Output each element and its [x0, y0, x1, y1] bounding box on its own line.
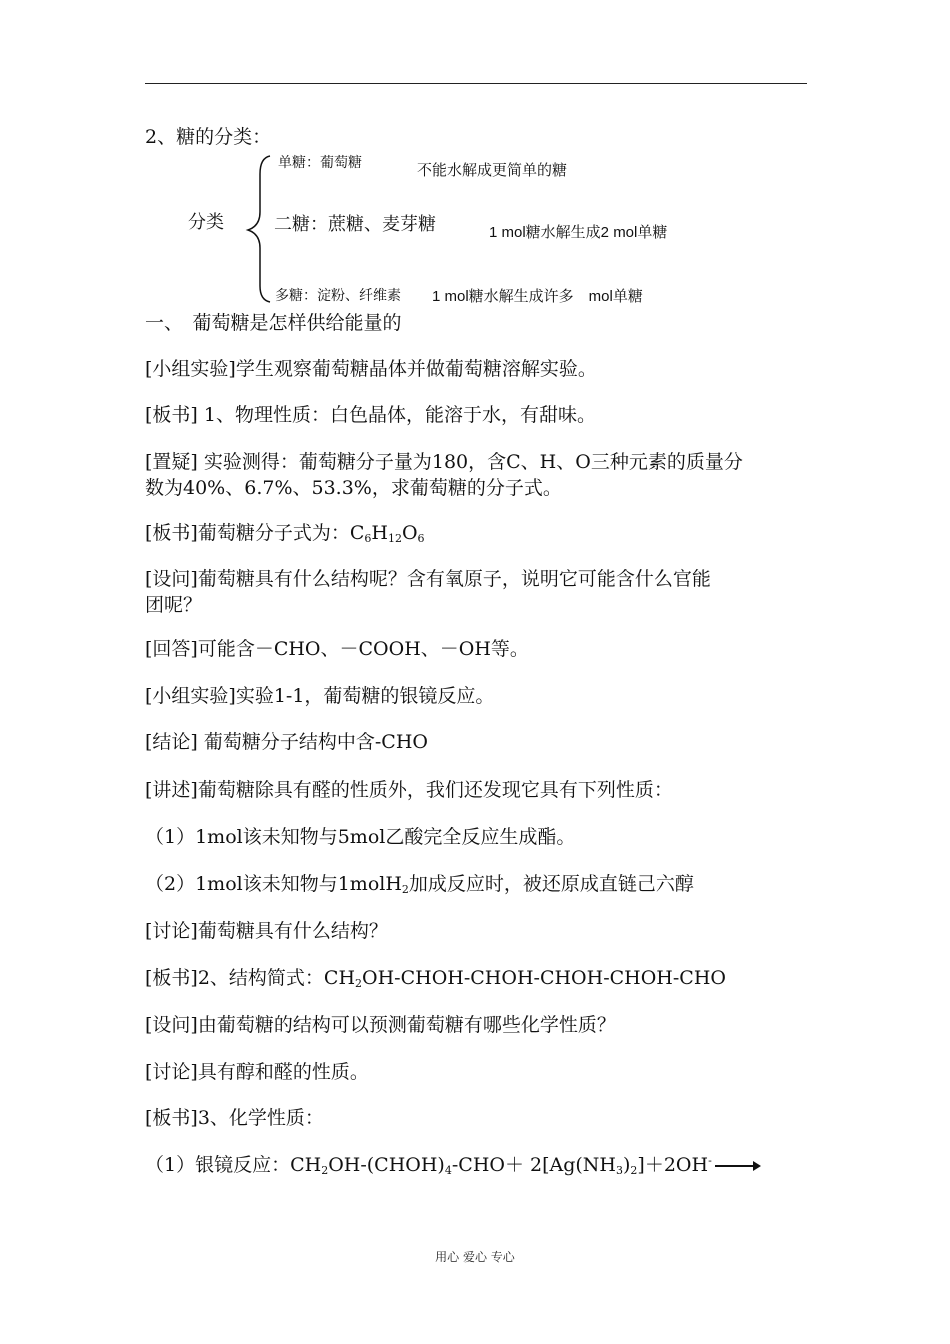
page-footer: 用心 爱心 专心 [435, 1250, 515, 1264]
header-rule [145, 83, 807, 84]
text: -CHO＋ 2[Ag(NH [451, 1154, 616, 1176]
paragraph: 数为40%、6.7%、53.3%，求葡萄糖的分子式。 [145, 477, 562, 499]
paragraph [145, 965, 726, 991]
polysaccharide-item: 多糖：淀粉、纤维素 [275, 288, 401, 304]
text: （2）1mol该未知物与1molH [145, 873, 402, 895]
monosaccharide-item: 单糖：葡萄糖 [278, 155, 362, 171]
paragraph [145, 871, 694, 897]
paragraph: [讨论]葡萄糖具有什么结构？ [145, 920, 388, 942]
paragraph: 团呢？ [145, 594, 203, 616]
text: [板书]2、结构简式：CH [145, 967, 356, 989]
text: [板书]葡萄糖分子式为： [145, 522, 350, 544]
paragraph: [小组实验]实验1-1，葡萄糖的银镜反应。 [145, 685, 495, 707]
subscript: 2 [401, 883, 409, 896]
classification-label: 分类 [188, 212, 224, 233]
paragraph: [板书] 1、物理性质：白色晶体，能溶于水，有甜味。 [145, 404, 596, 426]
formula-o: O [401, 522, 418, 544]
formula-c: C [349, 522, 365, 544]
section-title: 一、 葡萄糖是怎样供给能量的 [145, 312, 402, 334]
paragraph: [置疑] 实验测得：葡萄糖分子量为180，含C、H、O三种元素的质量分 [145, 451, 743, 473]
text: ) [623, 1154, 631, 1176]
paragraph: [讨论]具有醇和醛的性质。 [145, 1061, 369, 1083]
reaction-arrow-icon [715, 1165, 759, 1167]
subscript: 6 [364, 532, 372, 545]
text: 加成反应时，被还原成直链己六醇 [408, 873, 694, 895]
classification-heading: 2、糖的分类： [145, 126, 272, 148]
text: ]＋2OH [637, 1154, 709, 1176]
subscript: 12 [387, 532, 402, 545]
paragraph-reaction [145, 1152, 759, 1178]
classification-brace [238, 150, 278, 310]
paragraph: [小组实验]学生观察葡萄糖晶体并做葡萄糖溶解实验。 [145, 358, 597, 380]
text: （1）银镜反应：CH [145, 1154, 322, 1176]
paragraph: [板书]3、化学性质： [145, 1107, 324, 1129]
formula-h: H [371, 522, 388, 544]
paragraph: （1）1mol该未知物与5mol乙酸完全反应生成酯。 [145, 826, 576, 848]
subscript: 2 [321, 1164, 329, 1177]
subscript: 2 [355, 977, 363, 990]
paragraph: [讲述]葡萄糖除具有醛的性质外，我们还发现它具有下列性质： [145, 779, 673, 801]
text: OH-(CHOH) [328, 1154, 445, 1176]
text: OH-CHOH-CHOH-CHOH-CHOH-CHO [362, 967, 726, 989]
subscript: 2 [630, 1164, 638, 1177]
subscript: 3 [616, 1164, 623, 1177]
monosaccharide-note: 不能水解成更简单的糖 [417, 162, 568, 179]
disaccharide-item: 二糖：蔗糖、麦芽糖 [274, 214, 436, 235]
superscript: - [708, 1154, 712, 1167]
paragraph: [回答]可能含－CHO、－COOH、－OH等。 [145, 638, 529, 660]
paragraph: [结论] 葡萄糖分子结构中含-CHO [145, 731, 428, 753]
polysaccharide-note: 1 mol糖水解生成许多 mol单糖 [432, 288, 643, 305]
paragraph: [设问]由葡萄糖的结构可以预测葡萄糖有哪些化学性质？ [145, 1014, 616, 1036]
paragraph-formula [145, 520, 425, 546]
disaccharide-note: 1 mol糖水解生成2 mol单糖 [489, 224, 668, 241]
subscript: 6 [417, 532, 425, 545]
subscript: 4 [444, 1164, 452, 1177]
paragraph: [设问]葡萄糖具有什么结构呢？含有氧原子，说明它可能含什么官能 [145, 568, 711, 590]
